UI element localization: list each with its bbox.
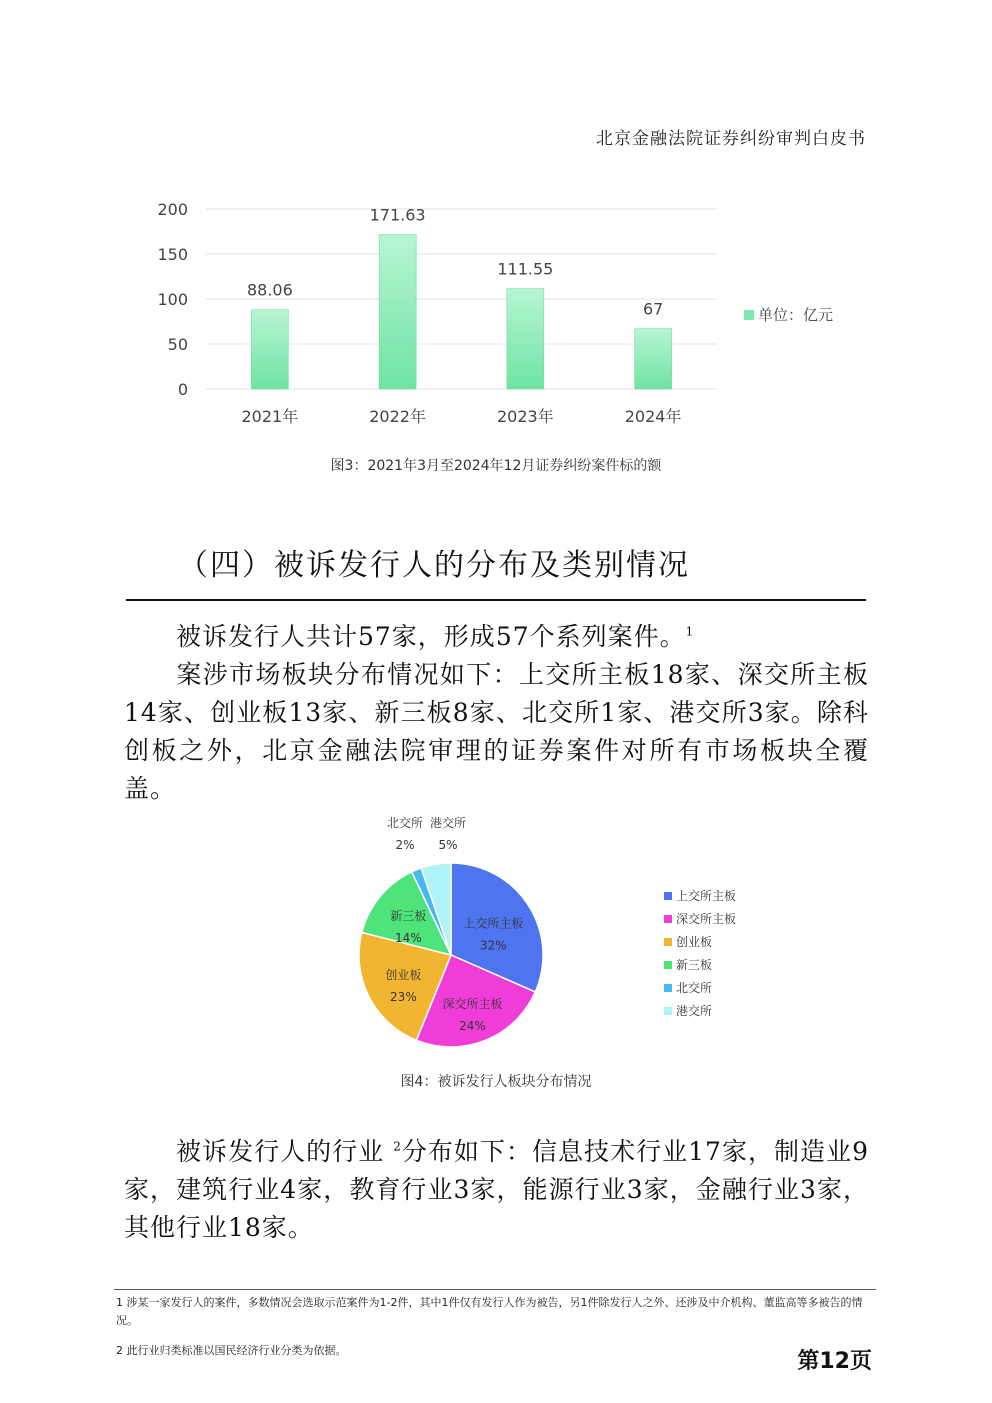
bar [251, 310, 288, 389]
legend-item [664, 930, 736, 953]
legend-swatch [664, 938, 672, 946]
paragraph-1-text: 被诉发行人共计57家，形成57个系列案件。 [176, 622, 686, 651]
legend-label: 北交所 [676, 981, 713, 995]
pie-slice-percent: 2% [395, 838, 415, 852]
x-tick-label: 2022年 [369, 407, 426, 426]
legend-label: 新三板 [676, 958, 713, 972]
y-tick-label: 50 [167, 335, 188, 354]
bar-value-label: 88.06 [246, 280, 293, 300]
paragraph-1 [124, 618, 869, 656]
legend-label: 港交所 [676, 1004, 713, 1018]
pie-slice-label: 创业板 [385, 968, 422, 983]
pie-chart [340, 815, 570, 1055]
bar [379, 235, 416, 389]
paragraph-2 [124, 656, 869, 808]
bar [507, 289, 544, 389]
figure4-caption: 图4：被诉发行人板块分布情况 [400, 1074, 592, 1090]
y-tick-label: 100 [157, 290, 188, 309]
y-tick-label: 200 [157, 200, 188, 219]
page-number: 第12页 [797, 1349, 872, 1374]
legend-swatch [744, 310, 754, 320]
legend-swatch [664, 915, 672, 923]
section-divider [126, 599, 866, 601]
paragraph-2-text: 案涉市场板块分布情况如下：上交所主板18家、深交所主板14家、创业板13家、新三板8家、北交所1家、港交所3家。除科创板之外，北京金融法院审理的证券案件对所有市场板块全覆盖。 [124, 660, 869, 803]
section-title: （四）被诉发行人的分布及类别情况 [178, 548, 690, 583]
legend-swatch [664, 961, 672, 969]
y-tick-label: 150 [157, 245, 188, 264]
bar-legend-label: 单位：亿元 [758, 306, 834, 324]
pie-slice-label: 深交所主板 [442, 996, 503, 1011]
legend-label: 深交所主板 [676, 912, 737, 926]
footnote-2: 2 此行业归类标准以国民经济行业分类为依据。 [116, 1344, 347, 1357]
footnote-ref-1: 1 [685, 624, 695, 639]
pie-slice-label: 港交所 [429, 816, 467, 830]
legend-swatch [664, 892, 672, 900]
x-tick-label: 2023年 [497, 407, 554, 426]
legend-item [664, 884, 736, 907]
bar [635, 329, 672, 389]
figure3-caption: 图3：2021年3月至2024年12月证券纠纷案件标的额 [330, 458, 662, 474]
paragraph-3 [124, 1133, 869, 1247]
running-header: 北京金融法院证券纠纷审判白皮书 [596, 129, 866, 149]
footnote-divider [114, 1289, 876, 1290]
legend-label: 上交所主板 [676, 889, 737, 903]
pie-slice-percent: 14% [395, 930, 422, 945]
footnote-ref-2: 2 [393, 1139, 402, 1154]
bar-value-label: 67 [642, 299, 664, 319]
x-tick-label: 2024年 [624, 407, 682, 426]
legend-item [664, 907, 736, 930]
legend-item [664, 976, 736, 999]
legend-item [664, 953, 736, 976]
y-tick-label: 0 [177, 380, 188, 399]
pie-slice-percent: 23% [390, 990, 417, 1005]
legend-label: 创业板 [676, 935, 713, 949]
pie-slice-label: 北交所 [386, 816, 424, 830]
bar-chart [140, 190, 860, 440]
legend-swatch [664, 984, 672, 992]
pie-slice-label: 新三板 [390, 908, 427, 923]
bar-value-label: 111.55 [497, 259, 554, 279]
x-tick-label: 2021年 [241, 407, 299, 426]
paragraph-3-text-b: 分布如下：信息技术行业17家，制造业9家，建筑行业4家，教育行业3家，能源行业3家，金融行业3家，其他行业18家。 [124, 1137, 870, 1242]
footnote-1: 1 涉某一家发行人的案件，多数情况会选取示范案件为1-2件，其中1件仅有发行人作为被告，另1件除发行人之外、还涉及中介机构、董监高等多被告的情况。 [116, 1296, 863, 1327]
pie-legend [664, 884, 736, 1022]
pie-slice-label: 上交所主板 [463, 916, 524, 931]
pie-slice-percent: 5% [438, 838, 458, 852]
paragraph-3-text-a: 被诉发行人的行业 [176, 1137, 394, 1166]
pie-slice-percent: 32% [480, 938, 507, 953]
bar-value-label: 171.63 [369, 205, 426, 225]
legend-swatch [664, 1007, 672, 1015]
pie-slice-percent: 24% [459, 1018, 486, 1033]
legend-item [664, 999, 736, 1022]
